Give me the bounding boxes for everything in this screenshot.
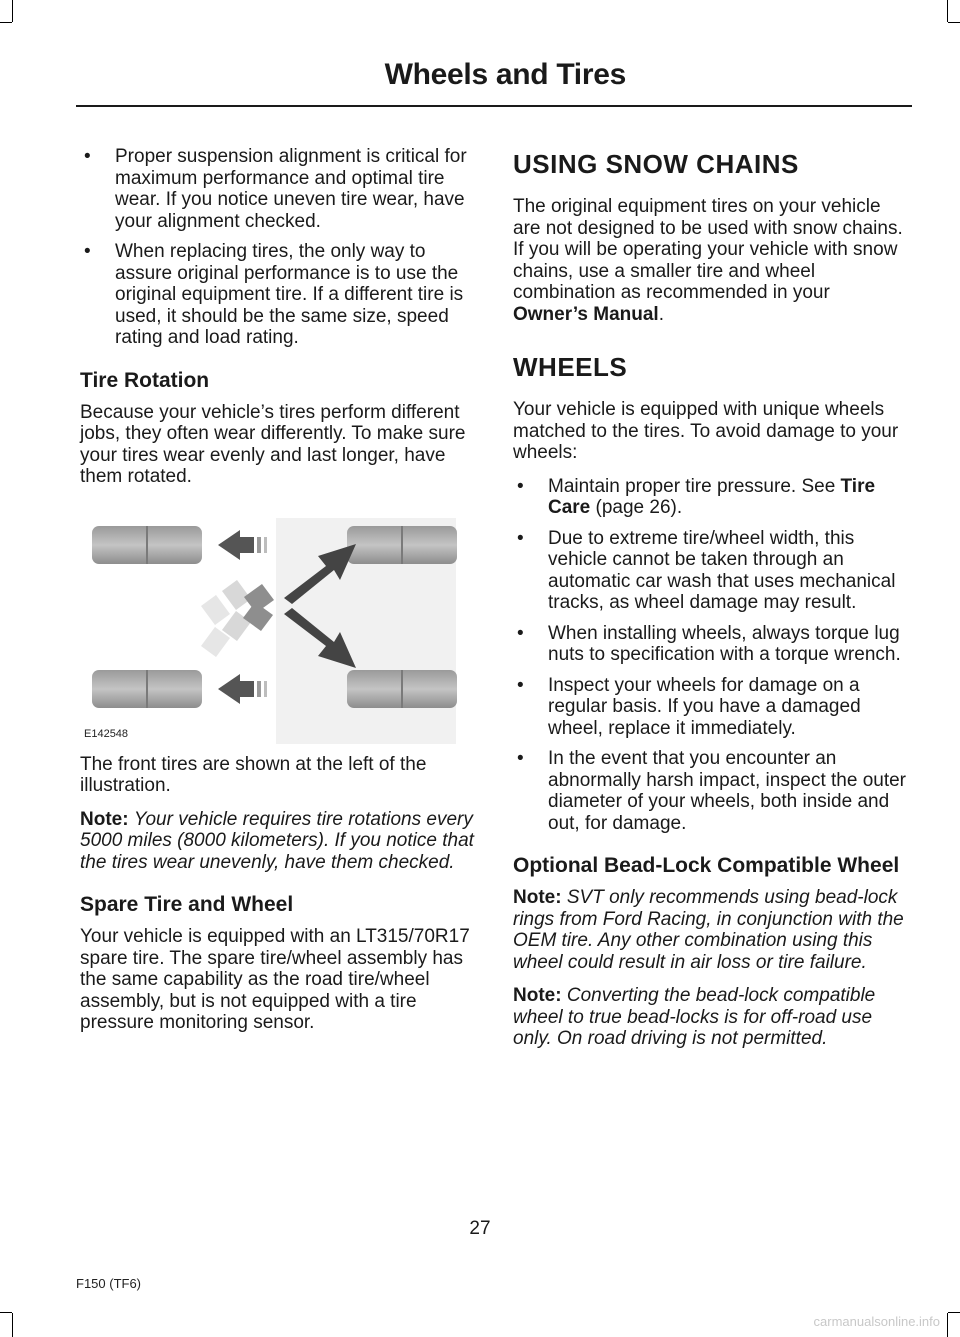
footer-code: F150 (TF6) [76, 1276, 142, 1291]
page-title: Wheels and Tires [384, 58, 626, 91]
rotation-note [80, 809, 476, 874]
crop-mark [0, 22, 12, 23]
tire-rotation-figure [80, 506, 476, 746]
crop-mark [12, 0, 13, 22]
tire-rotation-heading: Tire Rotation [80, 368, 210, 392]
alignment-bullet-list [80, 146, 476, 349]
figure-caption: The front tires are shown at the left of the illustration. [80, 753, 427, 796]
front-left-tire [92, 526, 202, 564]
page-number: 27 [469, 1218, 491, 1239]
crop-mark [0, 1312, 12, 1313]
note-label: Note: [513, 887, 562, 908]
crop-mark [948, 22, 960, 23]
snow-text-end: . [658, 303, 664, 325]
page-reference: (page 26). [590, 497, 683, 518]
bullet-text: Maintain proper tire pressure. See [548, 475, 841, 497]
wheels-heading: WHEELS [513, 352, 628, 382]
rear-left-tire [347, 526, 457, 564]
front-right-tire [92, 670, 202, 708]
right-column [513, 146, 909, 1062]
top-left-arrow-icon [218, 530, 267, 560]
owners-manual-link[interactable]: Owner’s Manual [513, 303, 659, 325]
wheels-bullet-list [513, 476, 909, 835]
note-text: Your vehicle requires tire rotations every 5000 miles (8000 kilometers). If you notice that the tires wear unevenly, have them checked. [80, 808, 474, 873]
tire-rotation-paragraph: Because your vehicle’s tires perform different jobs, they often wear differently. To make sure your tires wear evenly and last longer, have them rotated. [80, 401, 466, 487]
bead-lock-note-2 [513, 985, 909, 1050]
list-item [513, 476, 909, 519]
crop-mark [948, 1312, 960, 1313]
spare-tire-heading: Spare Tire and Wheel [80, 893, 294, 916]
header-rule [76, 105, 912, 107]
list-item: • Due to extreme tire/wheel width, this vehicle cannot be taken through an automatic car wash that uses mechanical tracks, as wheel damage may result. [513, 528, 909, 614]
note-text: Converting the bead-lock compatible wheel to true bead-locks is for off-road use only. On road driving is not permitted. [513, 985, 876, 1049]
snow-text: The original equipment tires on your vehicle are not designed to be used with snow chains. If you will be operating your vehicle with snow chains, use a smaller tire and wheel combination as recommended in your [513, 196, 903, 303]
crop-mark [12, 1313, 13, 1337]
rear-right-tire [347, 670, 457, 708]
tire-care-link[interactable]: Tire Care [548, 475, 876, 518]
list-item: • When replacing tires, the only way to assure original performance is to use the original equipment tire. If a different tire is used, it should be the same size, speed rating and load rating. [80, 241, 476, 349]
list-item: • Proper suspension alignment is critical for maximum performance and optimal tire wear. If you notice uneven tire wear, have your alignment checked. [80, 146, 476, 232]
list-item: • When installing wheels, always torque lug nuts to specification with a torque wrench. [513, 623, 909, 666]
left-column [80, 146, 476, 1046]
tire-rotation-diagram [80, 506, 476, 746]
snow-chains-paragraph [513, 196, 909, 325]
bottom-left-arrow-icon [218, 674, 267, 704]
spare-tire-paragraph: Your vehicle is equipped with an LT315/70R17 spare tire. The spare tire/wheel assembly has the same capability as the road tire/wheel assembly, but is not equipped with a tire pressure monitoring sensor. [80, 926, 470, 1033]
figure-id: E142548 [84, 728, 129, 740]
bead-lock-note-1 [513, 887, 909, 973]
note-text: SVT only recommends using bead-lock rings from Ford Racing, in conjunction with the OEM tire. Any other combination using this wheel could result in air loss or tire failure. [513, 887, 904, 973]
crop-mark [947, 0, 948, 22]
bead-lock-heading: Optional Bead-Lock Compatible Wheel [513, 854, 900, 877]
note-label: Note: [513, 985, 562, 1006]
watermark: carmanualsonline.info [813, 1314, 940, 1329]
note-label: Note: [80, 808, 129, 830]
list-item: • In the event that you encounter an abnormally harsh impact, inspect the outer diameter of your wheels, both inside and out, for damage. [513, 748, 909, 834]
wheels-paragraph: Your vehicle is equipped with unique wheels matched to the tires. To avoid damage to your wheels: [513, 399, 899, 463]
list-item: • Inspect your wheels for damage on a regular basis. If you have a damaged wheel, replace it immediately. [513, 675, 909, 740]
snow-chains-heading: USING SNOW CHAINS [513, 149, 799, 179]
crop-mark [947, 1313, 948, 1337]
